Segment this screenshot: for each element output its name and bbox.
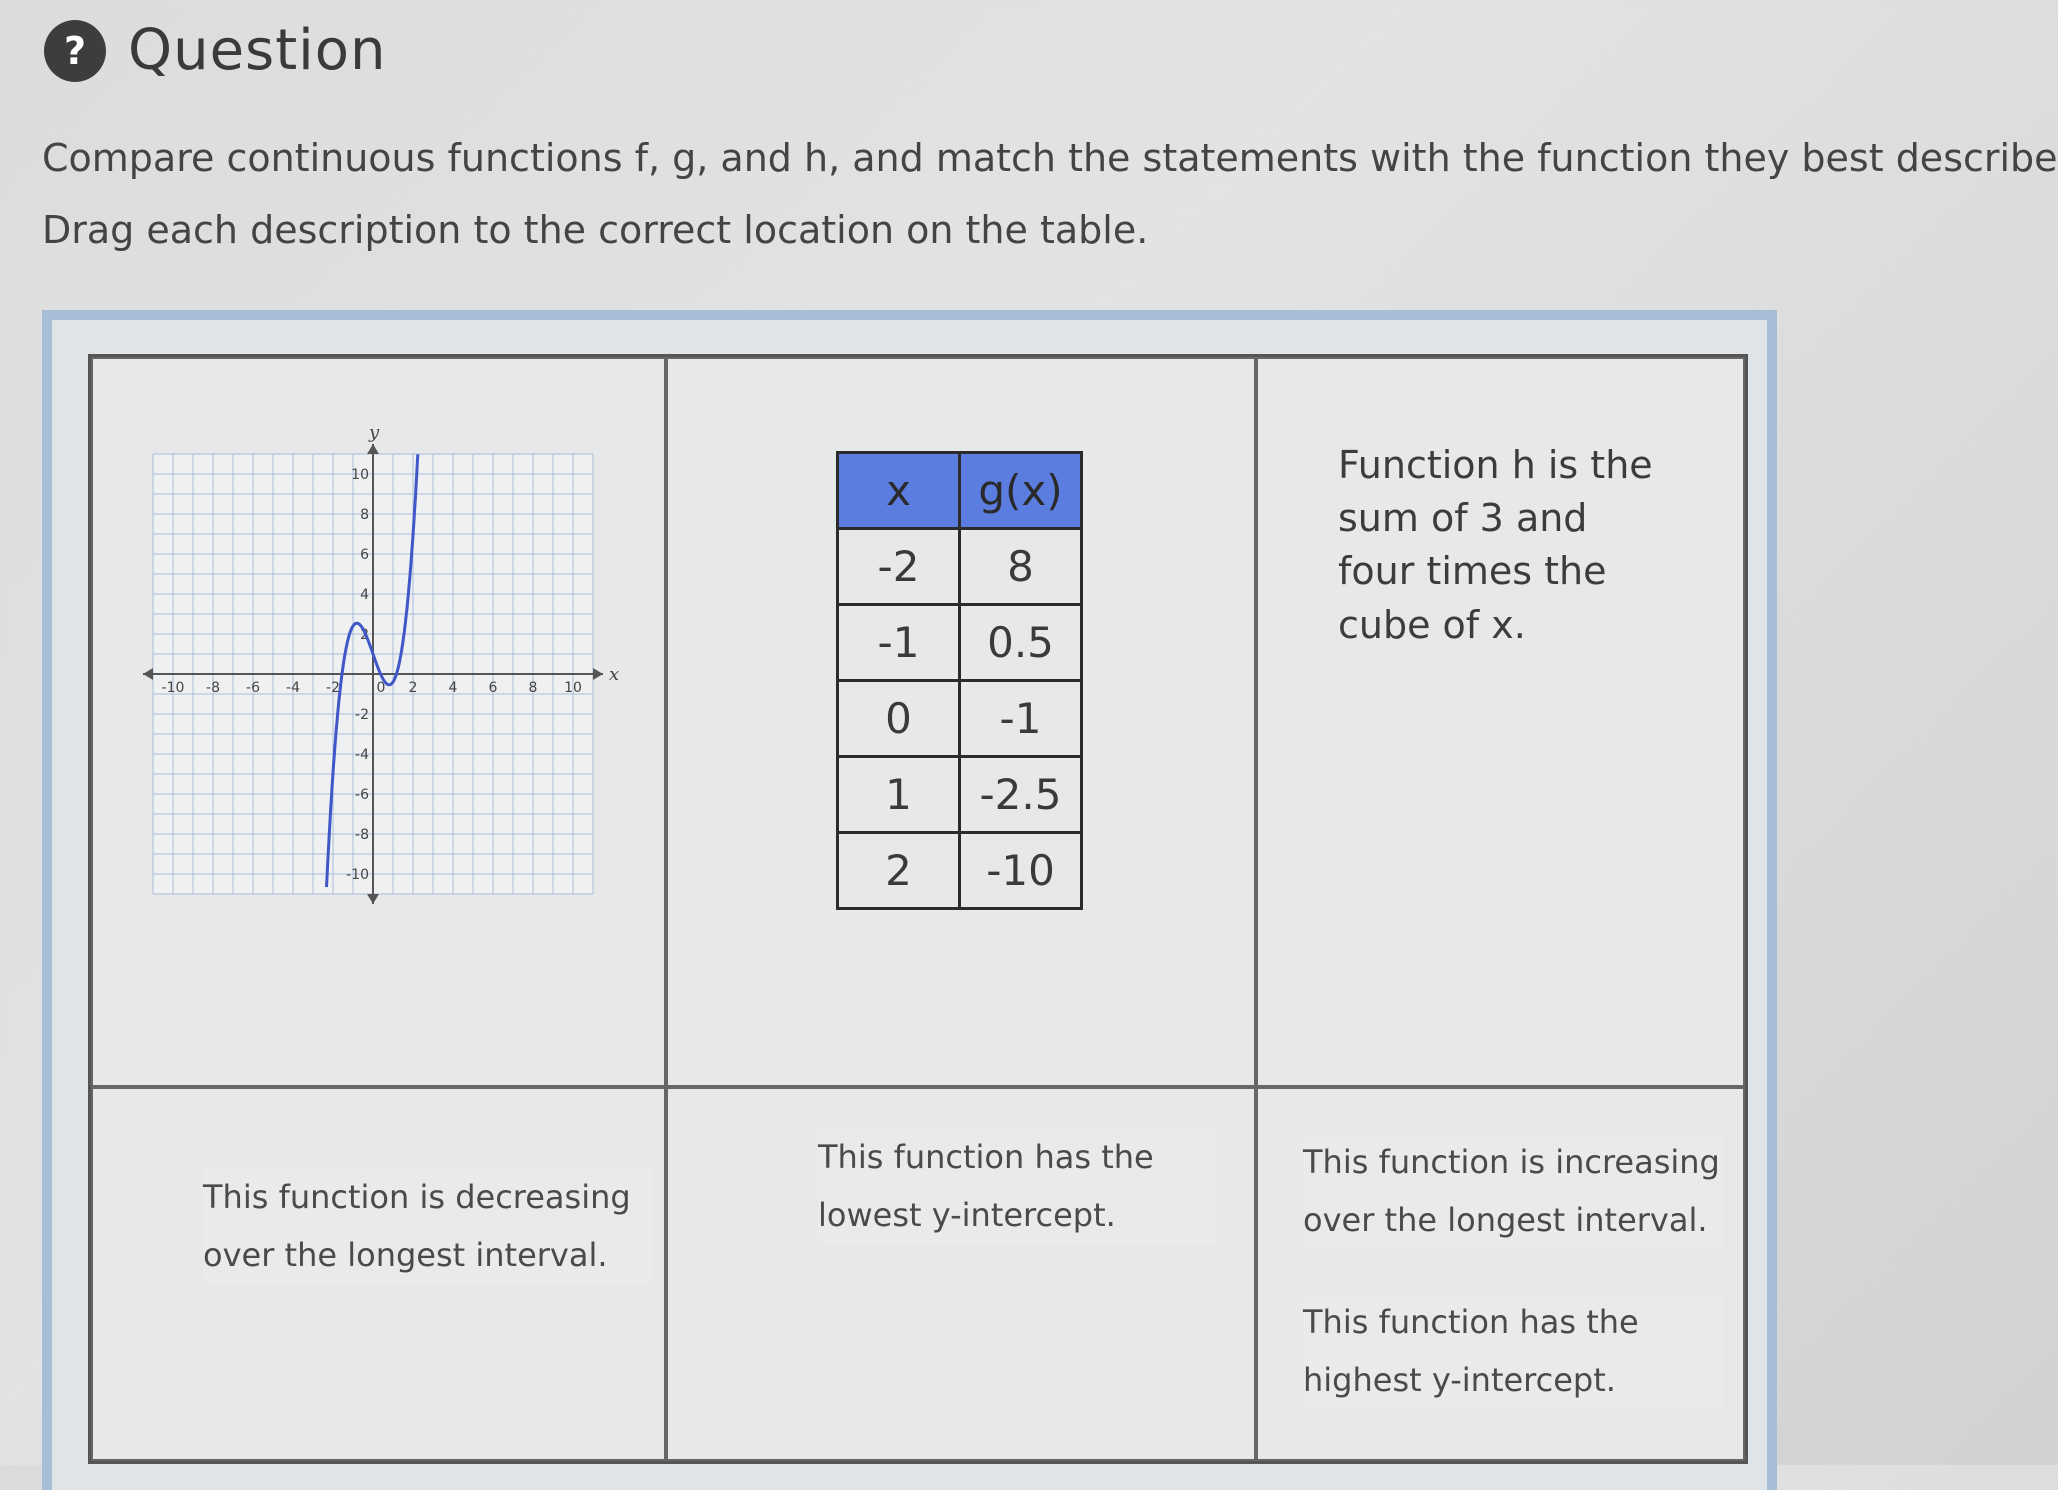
tile-line-1: This function is decreasing: [203, 1178, 631, 1216]
description-tile[interactable]: [818, 1129, 1218, 1244]
y-axis-arrow-up: [367, 444, 379, 454]
x-tick-label: 0: [376, 680, 386, 696]
x-tick-label: -2: [326, 680, 340, 696]
question-title: Question: [128, 18, 387, 83]
description-tile[interactable]: [1303, 1294, 1723, 1409]
x-tick-label: 4: [448, 680, 458, 696]
table-cell: -1: [838, 605, 960, 681]
y-tick-label: 10: [351, 467, 369, 483]
table-row: [838, 605, 1082, 681]
drag-drop-table: [88, 354, 1748, 1464]
question-icon: ?: [44, 20, 106, 82]
x-tick-label: 6: [488, 680, 498, 696]
y-tick-label: 8: [360, 507, 369, 523]
cell-function-h: [1256, 357, 1745, 1087]
table-cell: 1: [838, 757, 960, 833]
prompt-line-1: Compare continuous functions f, g, and h, and match the statements with the function they best describe: [42, 136, 2058, 180]
y-tick-label: -6: [355, 787, 369, 803]
tile-line-2: over the longest interval.: [203, 1235, 608, 1274]
drop-zone-f[interactable]: [91, 1087, 666, 1461]
prompt-line-2: Drag each description to the correct location on the table.: [42, 208, 1149, 252]
y-tick-label: 4: [360, 587, 369, 603]
y-axis-arrow-down: [367, 894, 379, 904]
table-cell: -10: [960, 833, 1082, 909]
x-tick-label: 8: [528, 680, 538, 696]
function-h-description: [1338, 439, 1698, 652]
table-row: [838, 833, 1082, 909]
description-tile[interactable]: [1303, 1134, 1723, 1249]
function-h-line-4: cube of x.: [1338, 602, 1526, 647]
table-row: [838, 757, 1082, 833]
function-h-line-3: four times the: [1338, 549, 1607, 594]
table-cell: 0: [838, 681, 960, 757]
y-tick-label: 6: [360, 547, 369, 563]
tile-line-2: over the longest interval.: [1303, 1200, 1708, 1239]
table-cell: 8: [960, 529, 1082, 605]
description-tile[interactable]: [203, 1169, 653, 1284]
x-axis-label: x: [609, 664, 620, 685]
table-cell: -2: [838, 529, 960, 605]
g-table-header-gx: g(x): [960, 453, 1082, 529]
y-axis-label: y: [369, 422, 380, 443]
function-h-line-1: Function h is the: [1338, 443, 1653, 487]
x-tick-label: -8: [206, 680, 220, 696]
table-row: [838, 529, 1082, 605]
drop-zone-h[interactable]: [1256, 1087, 1745, 1461]
x-tick-label: -6: [246, 680, 260, 696]
function-h-line-2: sum of 3 and: [1338, 496, 1588, 541]
y-tick-label: 2: [360, 627, 369, 643]
x-axis-arrow-right: [593, 668, 603, 680]
table-row: [838, 681, 1082, 757]
table-cell: 2: [838, 833, 960, 909]
tile-line-2: lowest y-intercept.: [818, 1195, 1116, 1234]
table-cell: -2.5: [960, 757, 1082, 833]
tile-line-1: This function has the: [1303, 1303, 1639, 1341]
table-cell: -1: [960, 681, 1082, 757]
x-tick-label: 10: [564, 680, 582, 696]
y-tick-label: -4: [355, 747, 369, 763]
x-tick-label: 2: [408, 680, 418, 696]
x-tick-label: -10: [161, 680, 185, 696]
tile-line-1: This function has the: [818, 1138, 1154, 1176]
tile-line-1: This function is increasing: [1303, 1143, 1720, 1181]
tile-line-2: highest y-intercept.: [1303, 1360, 1616, 1399]
y-tick-label: -10: [346, 867, 369, 883]
y-tick-label: -8: [355, 827, 369, 843]
question-header: [44, 18, 386, 83]
y-tick-label: -2: [355, 707, 369, 723]
drop-zone-g[interactable]: [666, 1087, 1256, 1461]
g-table-header-x: x: [838, 453, 960, 529]
x-axis-arrow-left: [143, 668, 153, 680]
table-cell: 0.5: [960, 605, 1082, 681]
graph-f: [133, 422, 620, 934]
g-table: [836, 451, 1083, 910]
cell-function-f: [91, 357, 666, 1087]
cell-function-g: [666, 357, 1256, 1087]
x-tick-label: -4: [286, 680, 300, 696]
